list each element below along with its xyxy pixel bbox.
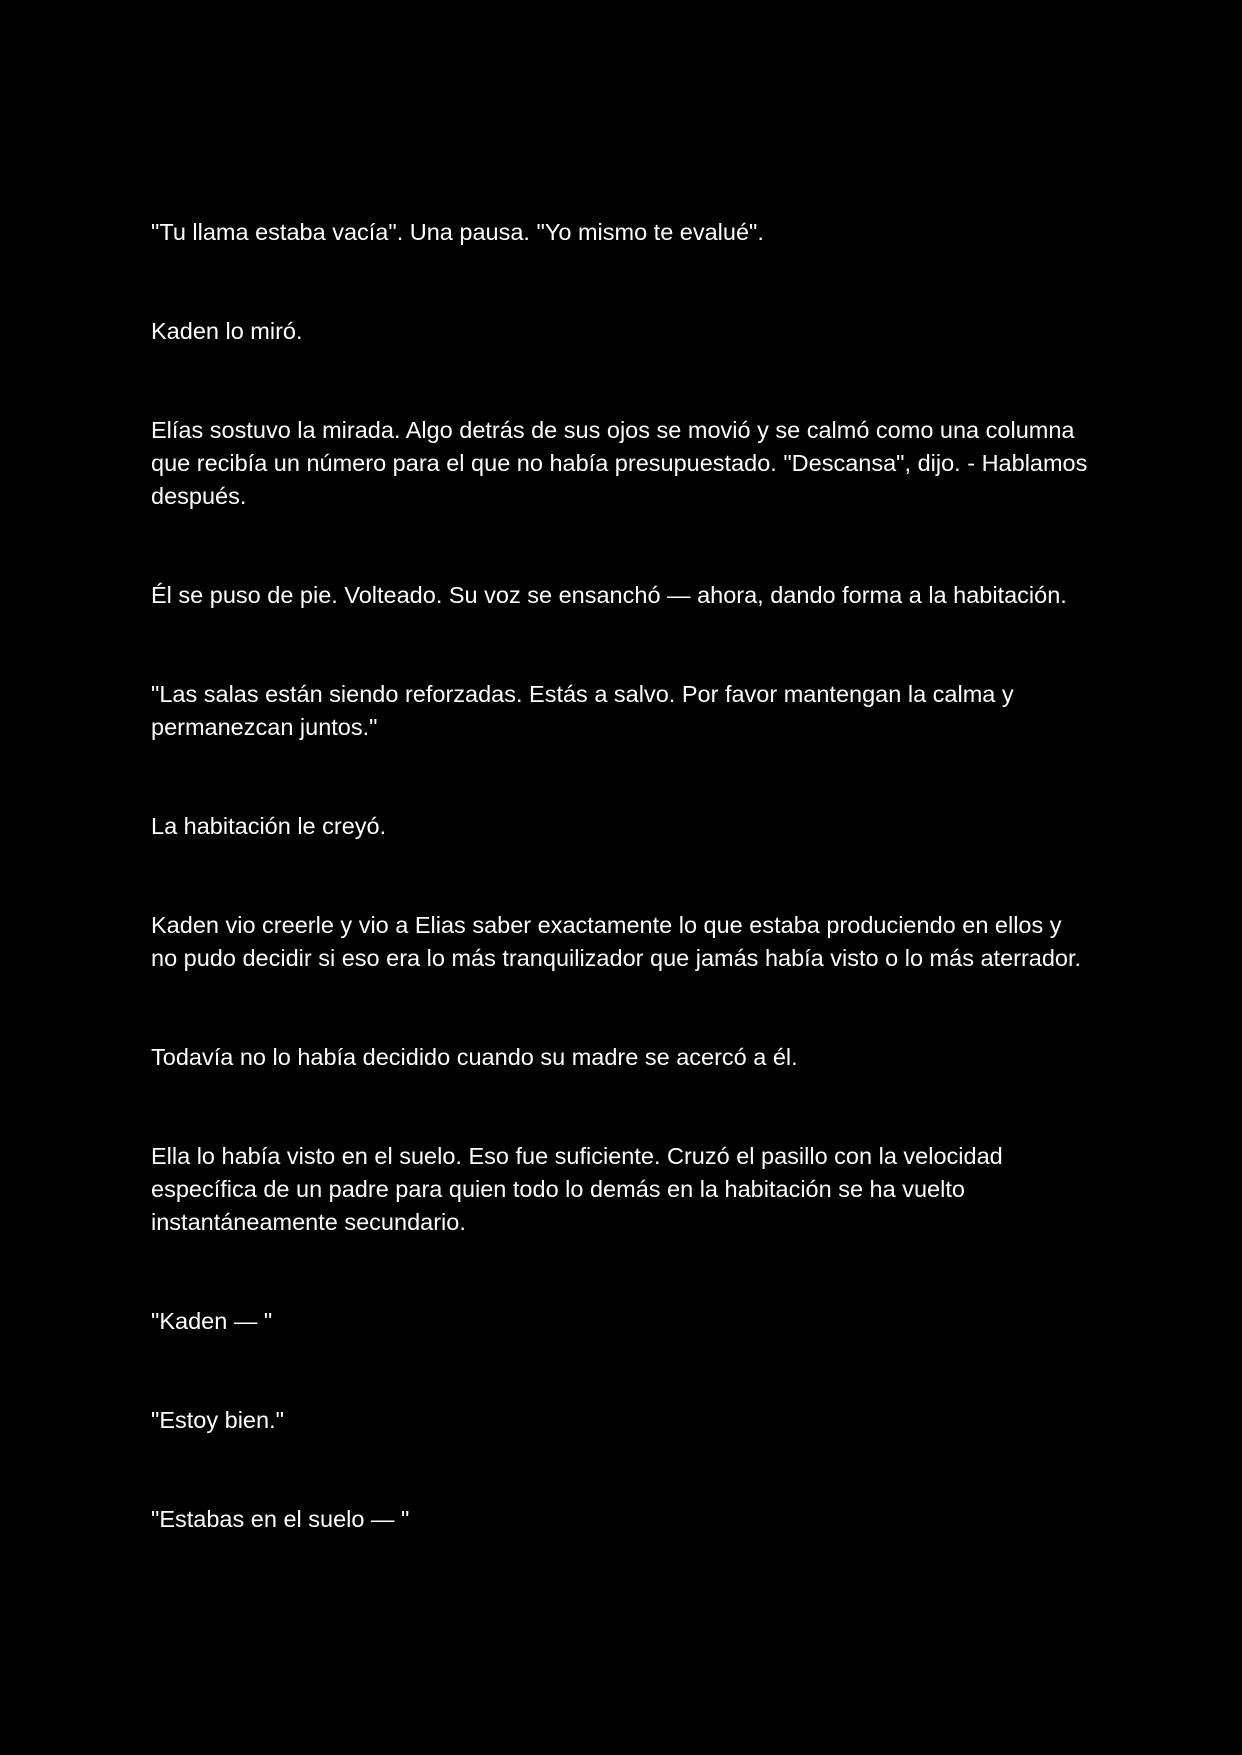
document-body <box>151 216 1091 1536</box>
paragraph: "Tu llama estaba vacía". Una pausa. "Yo mismo te evalué". <box>151 219 764 245</box>
paragraph: "Las salas están siendo reforzadas. Estás a salvo. Por favor mantengan la calma y permanezcan juntos." <box>151 681 1014 740</box>
paragraph: Ella lo había visto en el suelo. Eso fue suficiente. Cruzó el pasillo con la velocidad específica de un padre para quien todo lo demás en la habitación se ha vuelto instantáneamente secundario. <box>151 1143 1003 1235</box>
paragraph: "Kaden — " <box>151 1308 273 1334</box>
paragraph: Kaden lo miró. <box>151 318 303 344</box>
paragraph: Elías sostuvo la mirada. Algo detrás de sus ojos se movió y se calmó como una columna que recibía un número para el que no había presupuestado. "Descansa", dijo. - Hablamos después. <box>151 417 1088 509</box>
paragraph: Kaden vio creerle y vio a Elias saber exactamente lo que estaba produciendo en ellos y no pudo decidir si eso era lo más tranquilizador que jamás había visto o lo más aterrador. <box>151 912 1082 971</box>
paragraph: "Estoy bien." <box>151 1407 284 1433</box>
paragraph: Todavía no lo había decidido cuando su madre se acercó a él. <box>151 1044 798 1070</box>
paragraph: Él se puso de pie. Volteado. Su voz se ensanchó — ahora, dando forma a la habitación. <box>151 582 1067 608</box>
paragraph: La habitación le creyó. <box>151 813 387 839</box>
paragraph: "Estabas en el suelo — " <box>151 1506 410 1532</box>
